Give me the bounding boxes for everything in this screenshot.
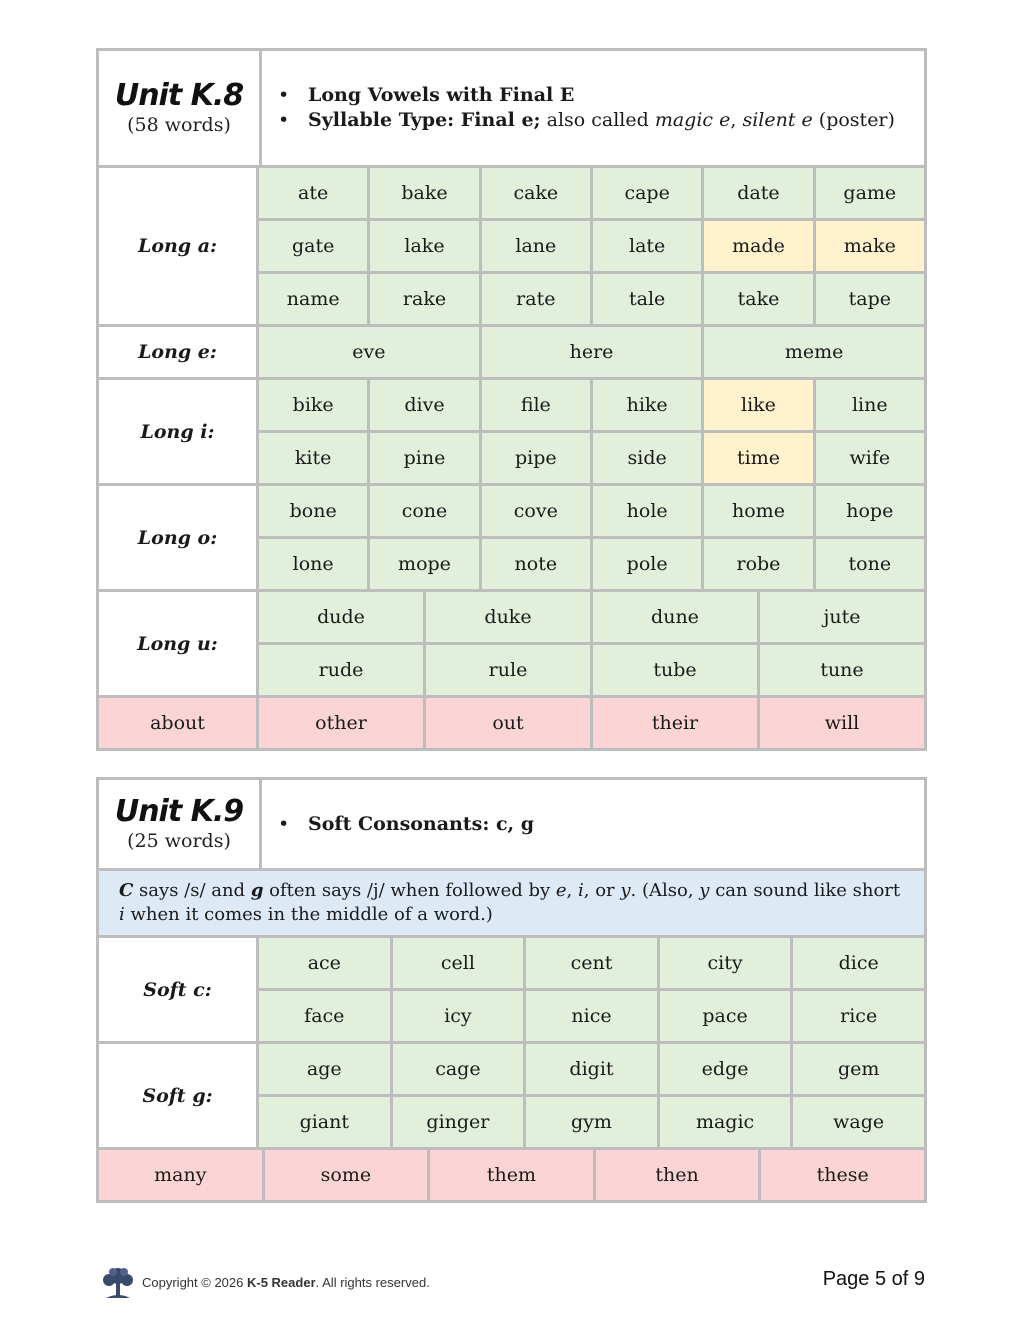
unit-k9-header [99,780,924,871]
note-text: can sound like short [709,880,901,901]
word-cell: mope [370,539,481,589]
word-cell: cent [526,938,660,988]
word-cell: cell [393,938,527,988]
unit-k9-note [99,871,924,938]
word-cell: icy [393,991,527,1041]
word-cell: dude [259,592,426,642]
word-cell: cake [482,168,593,218]
group-label: Long u: [99,592,259,695]
word-cell: kite [259,433,370,483]
note-em: i [578,880,584,901]
word-cell: eve [259,327,482,377]
sight-word-cell: some [265,1150,431,1200]
unit-k8-table [96,48,927,751]
note-text: , [566,880,578,901]
note-em: i [119,904,125,925]
word-row [259,486,924,536]
note-em: y [699,880,710,901]
sight-word-cell: then [596,1150,762,1200]
group-label: Long i: [99,380,259,483]
note-text: , or [583,880,621,901]
word-cell: rice [793,991,924,1041]
word-row [259,536,924,589]
note-em: g [250,880,264,901]
word-cell: rude [259,645,426,695]
page-number: Page 5 of 9 [822,1268,925,1290]
word-cell: file [482,380,593,430]
sight-words-row [99,698,924,748]
bullet-text: Long Vowels with Final E [308,84,575,106]
unit-k8-title: Unit K.8 [114,78,244,113]
sight-word-cell: many [99,1150,265,1200]
word-cell: rate [482,274,593,324]
bullet-text: Soft Consonants: c, g [308,812,535,835]
group-soft-c [99,938,924,1044]
word-cell: line [816,380,924,430]
word-cell: dice [793,938,924,988]
unit-k8-count: (58 words) [127,114,231,136]
word-cell: cove [482,486,593,536]
word-cell: ate [259,168,370,218]
word-cell: jute [760,592,924,642]
note-text: when it comes in the middle of a word.) [124,904,493,925]
word-cell: robe [704,539,815,589]
word-cell: tale [593,274,704,324]
word-cell: bike [259,380,370,430]
word-cell: rule [426,645,593,695]
word-cell: cone [370,486,481,536]
word-cell: tape [816,274,924,324]
group-long-i [99,380,924,486]
group-long-o [99,486,924,592]
group-long-e [99,327,924,380]
sight-word-cell: their [593,698,760,748]
word-cell: dune [593,592,760,642]
unit-k9-title: Unit K.9 [114,794,244,829]
word-row [259,988,924,1041]
word-cell-highlighted: time [704,433,815,483]
word-cell-highlighted: like [704,380,815,430]
word-cell: ginger [393,1097,527,1147]
word-cell: lake [370,221,481,271]
group-label: Soft g: [99,1044,259,1147]
word-cell: pine [370,433,481,483]
unit-k8-title-cell [99,51,262,165]
word-cell: wage [793,1097,924,1147]
group-label: Long e: [99,327,259,377]
word-cell: nice [526,991,660,1041]
bullet-bold: Syllable Type: Final e; [308,109,541,131]
bullet-em: silent e [742,109,813,131]
word-cell: name [259,274,370,324]
group-soft-g [99,1044,924,1150]
unit-k8-description [262,51,924,165]
group-long-u [99,592,924,698]
word-cell: pace [660,991,794,1041]
word-cell: note [482,539,593,589]
sight-word-cell: these [761,1150,924,1200]
bullet-text: , [730,109,743,131]
group-label: Long a: [99,168,259,324]
word-row [259,592,924,642]
note-em: C [119,880,134,901]
unit-k8-bullet-1: • Long Vowels with Final E [278,84,575,106]
word-cell: pole [593,539,704,589]
note-em: e [555,880,567,901]
word-cell: cage [393,1044,527,1094]
word-row [259,430,924,483]
bullet-text: also called [540,109,655,131]
note-text: often says /j/ when followed by [263,880,556,901]
word-cell-highlighted: made [704,221,815,271]
word-cell: hike [593,380,704,430]
word-cell: duke [426,592,593,642]
word-row [259,1044,924,1094]
sight-word-cell: out [426,698,593,748]
word-cell: lane [482,221,593,271]
unit-k9-description [262,780,924,868]
word-row [259,1094,924,1147]
bullet-text: (poster) [812,109,895,131]
unit-k9-title-cell [99,780,262,868]
word-cell: ace [259,938,393,988]
word-cell: age [259,1044,393,1094]
sight-word-cell: them [430,1150,596,1200]
word-cell: giant [259,1097,393,1147]
unit-k8-bullet-2: • Syllable Type: Final e; also called magic e, silent e (poster) [278,109,895,131]
word-cell: gym [526,1097,660,1147]
word-cell: gate [259,221,370,271]
word-cell: tube [593,645,760,695]
word-cell: take [704,274,815,324]
unit-k8-header [99,51,924,168]
word-row [259,168,924,218]
word-row [259,642,924,695]
word-cell: dive [370,380,481,430]
word-row [259,327,924,377]
rights-text: . All rights reserved. [315,1275,430,1290]
word-cell: wife [816,433,924,483]
word-cell: tune [760,645,924,695]
word-cell: side [593,433,704,483]
word-cell: lone [259,539,370,589]
copyright-prefix: Copyright © 2026 [142,1275,247,1290]
tree-logo-icon [100,1266,136,1300]
note-text: . (Also, [630,880,700,901]
word-cell: pipe [482,433,593,483]
word-cell: digit [526,1044,660,1094]
word-row [259,938,924,988]
word-cell: date [704,168,815,218]
word-cell: bake [370,168,481,218]
sight-word-cell: other [259,698,426,748]
copyright-text [142,1275,430,1290]
word-cell: edge [660,1044,794,1094]
word-cell: game [816,168,924,218]
word-row [259,380,924,430]
sight-word-cell: about [99,698,259,748]
group-long-a [99,168,924,327]
bullet-em: magic e [654,109,731,131]
page-footer [100,1264,925,1304]
word-cell: hope [816,486,924,536]
word-cell: meme [704,327,924,377]
word-cell: late [593,221,704,271]
word-cell: here [482,327,705,377]
word-cell: magic [660,1097,794,1147]
word-row [259,218,924,271]
word-row [259,271,924,324]
word-cell: rake [370,274,481,324]
word-cell: hole [593,486,704,536]
brand-name: K-5 Reader [246,1275,316,1290]
word-cell: gem [793,1044,924,1094]
word-cell: home [704,486,815,536]
word-cell: cape [593,168,704,218]
word-cell: face [259,991,393,1041]
group-label: Long o: [99,486,259,589]
note-em: y [620,880,631,901]
word-cell: bone [259,486,370,536]
note-text: says /s/ and [133,880,251,901]
group-label: Soft c: [99,938,259,1041]
word-cell-highlighted: make [816,221,924,271]
unit-k9-count: (25 words) [127,830,231,852]
unit-k9-table [96,777,927,1203]
sight-words-row [99,1150,924,1200]
word-cell: tone [816,539,924,589]
sight-word-cell: will [760,698,924,748]
unit-k9-bullet-1: • Soft Consonants: c, g [278,812,535,835]
word-cell: city [660,938,794,988]
